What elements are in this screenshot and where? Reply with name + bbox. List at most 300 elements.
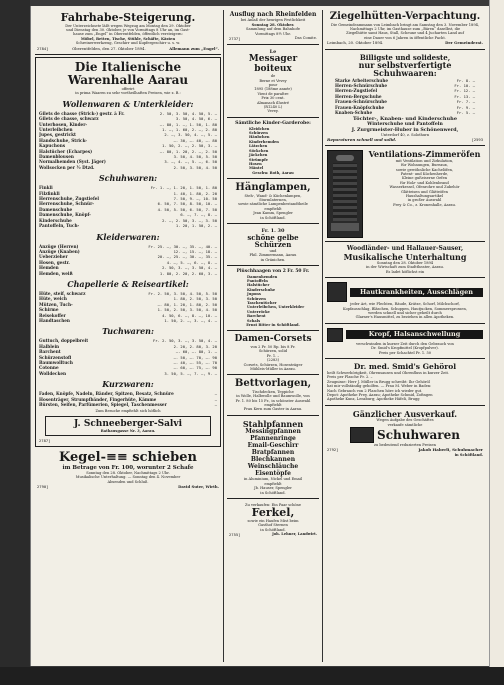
item-price: 1. 80, 2. 20, 2. 60, 3. – — [159, 270, 217, 276]
scan-bottom-edge — [0, 667, 504, 685]
ad-text: Sonntag 28. Oktober. — [251, 22, 295, 27]
ad-text: verkaufe sämtliche — [387, 422, 423, 427]
item-price: 2. –, 3. 50, 4. –, 5. – — [164, 132, 217, 138]
item-price: 4. 50, 6. –, 8. –, 10. – — [162, 312, 217, 318]
ad-text: Wasserkessel, Ofenrohre und Zubehör — [389, 185, 460, 190]
ad-text: Ziegelhütte samt Haus, Stall, Scheune und 4 Jucharten Land auf — [346, 31, 464, 36]
item-name: Unterhosen, Kinder- — [39, 121, 88, 127]
item-price: 1. 50, 2. –, 2. 50, 3. – — [162, 143, 217, 149]
ad-text: Preis per Schachtel Fr. 1. 50 — [378, 350, 432, 355]
item-name: Cotonne — [39, 365, 59, 371]
ad-text: sowie sämtliche Lampenbestandtheile — [238, 202, 308, 207]
ad-title: Ventilations-Zimmeröfen — [368, 149, 481, 160]
item-name: Ueberzieher — [39, 254, 68, 260]
ad-text: Mäntel — [249, 166, 264, 171]
schuerzen-lines — [229, 249, 317, 262]
ad-subtitle: offerirt — [121, 86, 135, 91]
ad-text: in Aluminium, Nickel und Email — [243, 477, 303, 482]
ad-code: 2790] — [37, 484, 49, 490]
ad-schuerzen — [227, 226, 319, 266]
ad-firm: Jakob Haberli, Schuhmacher — [418, 447, 483, 453]
ad-text: Hosen — [249, 161, 262, 166]
ad-text: und — [269, 248, 277, 253]
ad-ausflug — [227, 10, 319, 45]
ad-text: Schreinerwerkzeug, Geschirr und Kupfergeschirr u. s. w. — [75, 41, 181, 46]
item-price: 3. 50, 5. –, 7. –, 9. – — [164, 370, 217, 376]
ad-text: Unterröcke — [247, 309, 270, 314]
item-name: Hüte, weich — [39, 296, 67, 302]
ad-text: Kinderhemden — [249, 139, 279, 144]
item-price: Fr. 2. 50, 3. –, 3. 50, 4. – — [152, 338, 217, 344]
ad-code: 2755] — [229, 532, 241, 538]
item-price: Fr. 10. – — [454, 83, 475, 89]
ad-text: Schürzen — [247, 296, 266, 301]
ad-text: Sturmlaternen, — [259, 198, 287, 203]
ad-text: Vevey. — [267, 109, 279, 114]
ad-title: Damen-Corsets — [234, 334, 312, 345]
ad-schuhe — [325, 52, 485, 147]
item-name: Guttuch, doppelbreit — [39, 338, 89, 344]
ad-kropf — [325, 326, 485, 359]
ad-pluesch — [227, 268, 319, 332]
item-name: Pantoffeln, Tuch- — [39, 223, 80, 229]
ad-smid — [325, 361, 485, 406]
ad-price: Fr. 1. 30 — [261, 228, 285, 235]
item-name: Kinderschuhe — [39, 217, 72, 223]
section-heading: Tuchwaren: — [102, 326, 154, 337]
ad-text: in Wolle, Halbwolle und Baumwolle, von — [236, 394, 310, 399]
item-name: Starke Arbeiterschuhe — [335, 77, 389, 83]
item-name: Hosenträger, Strumpfbänder, Fingerhüte, Kämme — [39, 396, 157, 402]
ad-text: Preis per Flasche Fr. 2. – — [327, 375, 373, 380]
item-price: 2. 50, 3. 50, 4. 50, 5. – — [159, 110, 217, 116]
section-heading: Kurzwaren: — [102, 379, 154, 390]
ad-title: Ferkel, — [251, 506, 295, 520]
ad-text: Schals — [247, 318, 261, 323]
ad-text: Eisentöpfe — [255, 470, 291, 478]
ad-text: und Dienstag den 30. Oktober, je von Vormittags 8 Uhr an, im Gast- — [66, 27, 190, 32]
newspaper-page — [30, 6, 489, 666]
item-name: Mützen, Tuch- — [39, 301, 73, 307]
item-name: Halblein — [39, 343, 60, 349]
item-name: Hemden — [39, 265, 59, 271]
ad-title: Dr. med. Smid's Gehörol — [353, 362, 457, 372]
ad-text: Jean Kamm, Spengler — [253, 211, 293, 216]
item-price: Fr. 5. – — [456, 110, 475, 116]
ad-messager — [227, 47, 319, 118]
ad-title: Kropf, Halsanschwellung — [346, 330, 483, 339]
item-price: 2. 50, 3. 50, 4. 50 — [173, 164, 217, 170]
item-name: Handschuhe, Strick- — [39, 137, 88, 143]
ad-note: Zum Besuche empfiehlt sich höflich — [95, 409, 161, 414]
ad-text: Häubchen — [249, 135, 270, 140]
ad-title: Billigste und solideste, — [359, 52, 451, 62]
ad-place: Oberentfelden, den 27. Oktober 1894. — [72, 45, 146, 51]
ad-text: Prix 30 cent. — [261, 96, 285, 101]
ad-text: hause zum „Engel“ in Oberentfelden, öffentlich versteigern: — [73, 32, 183, 37]
ad-text: Winterschuhe und Pantoffeln — [367, 121, 443, 127]
ad-title: Woodländer- und Hallauer-Sauser, — [346, 245, 464, 253]
ad-text: Schürzen, solid — [258, 349, 288, 354]
ad-kegel — [35, 449, 221, 492]
stove-illustration — [327, 150, 363, 238]
item-name: Bürsten, Seifen, Parfümerien, Spiegel, Taschenmesser — [39, 402, 167, 408]
ad-code: 2784] — [37, 45, 49, 51]
ziegel-lines — [327, 23, 483, 41]
ad-text: Der Unterzeichnete läßt wegen Wegzug am Montag den 29. Oktober — [65, 23, 191, 28]
ad-text: Vormittags 8½ Uhr. — [255, 31, 291, 36]
ad-text: Söckchen — [249, 148, 269, 153]
ad-text: Messingpfannen — [245, 428, 301, 436]
ad-text: Taschentücher — [247, 301, 277, 306]
ad-haut — [325, 280, 485, 324]
ad-warenhalle — [35, 57, 221, 447]
ad-firm: J. Zurgrmeister-Huber in Schönenwerd, — [351, 126, 459, 133]
item-name: Hosen, gestr. — [39, 259, 70, 265]
ad-title: nur selbstverfertigte Schuhwaaren: — [358, 59, 452, 79]
ad-text: zu bedeutend reduzierten Preisen — [374, 442, 436, 447]
ad-title: Die Italienische Warenhalle Aarau — [67, 59, 189, 87]
item-price: Fr. 12. – — [454, 88, 475, 94]
lampen-lines — [229, 194, 317, 220]
item-price: –. 30, –. 40, –. 80 — [173, 137, 217, 143]
price-row — [39, 223, 217, 228]
ad-text: Unterleibchen, Unterkleider — [247, 305, 305, 310]
ad-text: Möbel, Betten, Tische, Stühle, Schäfte, Kästen — [80, 36, 176, 41]
item-price: Fr. 2. 50, 3. 50, 4. 50, 5. 50 — [148, 290, 217, 296]
item-name: Wollsocken per ½ Dtzd. — [39, 164, 95, 170]
ad-signer: Geschw. Roth, Aarau — [252, 170, 294, 175]
ad-kinder — [227, 120, 319, 179]
musik-lines — [327, 261, 483, 274]
ad-text: Es ladet höflichst ein — [385, 269, 425, 274]
ad-text: Nach Gebrauch von 2 Flaschen höre ich wieder gut. — [327, 388, 423, 393]
ad-text: Frau Kern zum Gaster in Aarau. — [243, 407, 303, 412]
item-name: Herren-Schnürschuhe — [335, 83, 388, 89]
ad-text: Sammlung auf dem Bahnhofe — [246, 27, 300, 32]
item-name: Kapuchons — [39, 143, 66, 149]
item-price: — — [214, 396, 217, 402]
ad-text: von 2 Fr. 50 Rp. bis 8 Fr. — [250, 344, 296, 349]
item-price: 3. 50, 4. 50, 6. – — [175, 116, 217, 122]
ad-text: empfiehlt — [264, 206, 282, 211]
column-left — [35, 10, 221, 662]
haut-lines — [327, 302, 483, 320]
item-name: Damenschuhe, Knöpf- — [39, 212, 91, 218]
item-price: 7. 50, 9. –, 10. 50 — [173, 196, 217, 202]
ad-text: empfiehlt — [264, 403, 282, 408]
item-name: Frauen-Schnürschuhe — [335, 99, 387, 105]
item-price: –. 60, –. 80, 1. – — [175, 349, 217, 355]
ad-text: Frey & Co., z. Kronenhalle, Aarau. — [393, 202, 456, 207]
korsets-lines — [229, 345, 317, 371]
ad-text: eine Dauer von 6 Jahren in öffentliche Pacht. — [364, 35, 446, 40]
item-name: Schirme — [39, 307, 59, 313]
item-price: 12. –, 15. –, 18. – — [173, 248, 217, 254]
item-name: Hüte, steif, schwarz — [39, 290, 86, 296]
ad-text: bei Anlaß der heurigen Festlichkeit — [240, 18, 306, 23]
price-row — [39, 402, 217, 407]
ad-haenglampen — [227, 181, 319, 224]
ad-text: Le — [269, 49, 277, 56]
ad-code: 2737] — [229, 35, 241, 41]
item-price: Fr. 8. – — [456, 77, 475, 83]
item-name: Herren-Bergschuhe — [335, 93, 382, 99]
ad-text: werden schnell und sicher geheilt durch — [368, 311, 442, 316]
ad-text: in großer Auswahl — [407, 198, 442, 203]
ad-address: in Schöftland. — [454, 452, 483, 457]
ad-text: Apotheke Kunz, Lenzburg; Apotheke Häfeli, Brugg — [327, 397, 420, 402]
ad-text: Jäckchen — [249, 153, 268, 158]
ad-text: Zu verkaufen: Ein Paar schöne — [245, 502, 301, 507]
scan-left-edge — [0, 0, 30, 685]
ad-signer: Der Gemeinderat. — [445, 40, 483, 46]
ad-text: Reparaturen schnell und solid. — [327, 136, 397, 142]
ad-headline: Schuhwaren — [377, 427, 460, 442]
ad-text: Almanach illustré — [256, 100, 290, 105]
ad-text: jeder Art, wie Flechten, Räude, Krätze, Schorf, Milchschorf, — [350, 302, 460, 307]
ad-text: Pfannenringe — [250, 435, 296, 443]
stahl-list — [229, 428, 317, 477]
ad-text: verschwinden in kurzer Zeit durch den Gebrauch von — [356, 341, 454, 346]
item-name: Jupes, gestrickt — [39, 132, 76, 138]
ad-text: Mühleis-Müller in Aarau. — [250, 366, 296, 371]
ad-text: in Schöftland. — [260, 215, 286, 220]
ad-text: Absenden und Schluß. — [107, 479, 149, 484]
item-name: Schürzenstoff — [39, 354, 72, 360]
stahl-lines — [229, 477, 317, 495]
item-price: –. 40, –. 55, –. 70 — [173, 360, 217, 366]
ad-code: 2787] — [39, 438, 51, 444]
item-name: Normalhemden (Syst. Jäger) — [39, 159, 106, 165]
ad-korsets — [227, 333, 319, 375]
ad-text: in Schöftland. — [260, 527, 286, 532]
ad-text: Patent- und Küchenherde, — [400, 171, 449, 176]
ad-text: Kinderschuhe — [247, 287, 276, 292]
ad-text: de — [270, 74, 276, 79]
ad-text: Musikalische Unterhaltung. — Sonntag den 4. November — [75, 475, 181, 480]
ad-text: Barchent — [247, 314, 266, 319]
ad-text: sowie gewöhnliche Kachelöfen, — [395, 167, 454, 172]
ad-text: Fr. 1. – — [266, 353, 280, 358]
ad-text: heilt Schwerhörigkeit, Ohrensausen und Ohrenfluss in kurzer Zeit. — [327, 370, 450, 375]
ad-address: Rathausgasse Nr. 3, Aarau. — [100, 428, 156, 433]
ad-code: [2593 — [471, 136, 483, 142]
item-name: Anzüge (Knaben) — [39, 248, 80, 254]
ad-text: Schürzen — [249, 131, 268, 136]
ad-text: (2283) — [267, 358, 279, 363]
item-price: 1. 50, 2. 50, 3. 50, 4. 50 — [157, 307, 217, 313]
ad-text: Sonntag den 28. Oktober 1894 — [376, 261, 434, 265]
ad-title: schöne gelbe Schürzen — [247, 233, 299, 250]
ad-text: empfiehlt — [264, 481, 282, 486]
item-price: Fr. 13. – — [454, 93, 475, 99]
item-name: Halstücher (Echarpes) — [39, 148, 93, 154]
item-price: 1. 50, 2. –, 3. –, 4. – — [164, 317, 217, 323]
scan-right-edge — [489, 0, 504, 685]
ad-title: Bettvorlagen, — [234, 378, 312, 390]
ad-ausverkauf — [325, 408, 485, 460]
column-middle — [227, 10, 319, 662]
ad-text: Zeugnisse: Herr J. Müller in Brugg schreibt: Ihr Gehöröl — [327, 379, 430, 384]
item-name: Handtaschen — [39, 317, 70, 323]
ad-text: pour — [268, 83, 278, 88]
ad-signer: Ernst Ritter in Schöftland. — [246, 323, 300, 328]
ferkel-lines — [229, 519, 317, 532]
bett-lines — [229, 390, 317, 412]
ad-text: in Schöftland. — [260, 490, 286, 495]
item-name: Gilets de chasse, schwarz — [39, 116, 99, 122]
item-name: Unterleibchen — [39, 127, 73, 133]
section-heading: Wollenwaren & Unterkleider: — [62, 98, 194, 109]
ad-text: Jupons — [247, 292, 261, 297]
ad-title: Stahlpfannen — [242, 418, 304, 429]
item-name: Filzfinkli — [39, 190, 60, 196]
item-price: — — [214, 391, 217, 397]
item-price: 1. –, 1. 60, 2. –, 2. 80 — [162, 127, 217, 133]
item-price: 2. –, 2. 50, 3. –, 3. 50 — [162, 217, 217, 223]
ad-title: Hautkrankheiten, Ausschlägen — [350, 288, 483, 297]
item-price: –. 80, 1. –, 1. 50, 1. 80 — [159, 121, 217, 127]
pluesch-list — [229, 275, 317, 323]
column-rule — [223, 10, 224, 662]
ad-title: Ziegelhütten-Verpachtung. — [329, 11, 481, 22]
ad-text: Blechkannen — [250, 456, 296, 464]
illustration — [327, 282, 347, 302]
item-price: 4. –, 5. –, 6. –, 8. – — [166, 259, 217, 265]
ad-text: Glarner's Hausmittel, zu beziehen in allen Apotheken. — [355, 315, 455, 320]
item-price: –. 60, –. 75, –. 90 — [173, 365, 217, 371]
item-price: 2. 50, 3. –, 3. 50, 4. – — [162, 265, 217, 271]
ad-text: Pantoffeln — [247, 279, 268, 284]
item-name: Finkli — [39, 185, 53, 191]
ad-text: mit Ventilation und Zirkulation, — [395, 158, 454, 163]
ad-text: Gasthof Sternen — [258, 523, 288, 528]
item-price: Fr. 9. – — [456, 104, 475, 110]
ad-text: Weinschläuche — [247, 463, 299, 471]
ad-text: Tischdecken, Teppiche — [252, 389, 294, 394]
ad-text: Vient de paraître — [257, 91, 289, 96]
ad-text: Kleine gußeiserne Oefen — [401, 176, 448, 181]
ad-title: Gänzlicher Ausverkauf. — [352, 408, 458, 419]
item-price: 3. 50, 4. 50, 5. 50 — [173, 154, 217, 160]
ad-stahl — [227, 418, 319, 499]
ad-text: Dr. Smid's Kropfmittel (Kropfpulver). — [371, 346, 439, 351]
ad-text: Kopfausschlag, Bläschen, Schuppen, Hautjucken, Sommersprossen, — [343, 306, 467, 311]
price-row — [39, 371, 217, 376]
item-name: Hemden, weiß — [39, 270, 73, 276]
ad-firm: J. Schneeberger-Salvi — [74, 418, 182, 429]
ad-text: Die Gemeindeammann von Leimbach bringt am Samstag den 3. November 1894, — [330, 22, 480, 27]
ventilation-lines — [366, 159, 483, 207]
section-heading: Chapellerie & Reiseartikel: — [67, 278, 189, 289]
ad-text: in Gränichen. — [260, 257, 286, 262]
ad-subtitle: im Betrage von Fr. 100, worunter 2 Schafe — [62, 464, 194, 471]
illustration — [327, 328, 343, 342]
ad-text: Berne et Vevey — [259, 78, 287, 83]
ad-bett — [227, 377, 319, 416]
ad-code: 2792] — [327, 447, 339, 453]
ad-text: Haushaltungsartikel — [405, 193, 444, 198]
ad-title: Ausflug nach Rheinfelden — [229, 11, 317, 18]
ad-title: Messager boiteux — [248, 54, 298, 74]
ad-text: Jb. Hauser, Spengler — [254, 486, 292, 491]
ad-text: Fr. 1. 80 bis 15 Fr., in schönster Auswahl — [235, 398, 311, 403]
item-name: Faden, Knöpfe, Nadeln, Bänder, Spitzen, Besatz, Schnüre — [39, 391, 174, 397]
item-price: 1. 20, 1. 50, 2. – — [175, 223, 217, 229]
ad-text: Nachmittags 2 Uhr, im Gasthause zum „Bären“ daselbst, die — [349, 26, 461, 31]
ad-text: Corsets, Schürzen, Hosenträger — [243, 362, 303, 367]
ad-title: Hänglampen, — [235, 182, 311, 194]
ad-text: Damenhemden — [247, 274, 278, 279]
ad-text: Depot: Apotheke Frey, Aarau; Apotheke Schmid, Zofingen — [327, 392, 433, 397]
ad-text: Bratpfannen — [251, 449, 295, 457]
ad-place: Leimbach, 20. Oktober 1894. — [327, 40, 384, 46]
item-name: Anzüge (Herren) — [39, 243, 79, 249]
item-price: –. 80, 1. 20, 1. 80, 2. 50 — [157, 301, 217, 307]
item-price: Fr. 25. –, 30. –, 35. –, 40. – — [148, 243, 217, 249]
item-price: Fr. 1. –, 1. 20, 1. 50, 1. 80 — [150, 185, 217, 191]
ad-title: Fahrhabe-Steigerung. — [60, 11, 196, 24]
ad-text: Töchter-, Knaben- und Kinderschuhe — [352, 115, 458, 122]
item-name: Herren-Zugstiefel — [335, 88, 378, 94]
ad-text: für Wohnungen, Bureaux, — [401, 163, 448, 168]
ad-title: Sämtliche Kinder-Garderobe: — [235, 120, 311, 126]
column-rule — [322, 10, 323, 662]
item-name: Damenblousen — [39, 154, 74, 160]
shoe-illustration — [350, 427, 374, 443]
ad-text: Strümpfe — [249, 157, 268, 162]
ad-text: Steh-, Wand- & Küchenlampen, — [244, 193, 302, 198]
ad-fahrhabe — [35, 10, 221, 55]
item-price: Fr. 7. – — [456, 99, 475, 105]
item-price: 20. –, 25. –, 30. –, 35. – — [157, 254, 217, 260]
ad-text: Halstücher — [247, 283, 270, 288]
item-name: Frauen-Knöpfschuhe — [335, 104, 385, 110]
warenhalle-sections — [39, 99, 217, 408]
ad-title: Plüschhaagen von 2 Fr. 50 Fr. — [236, 268, 310, 274]
item-price: — — [214, 402, 217, 408]
section-heading: Kleiderwaren: — [96, 231, 160, 242]
messager-lines — [229, 74, 317, 114]
item-name: Herrenschuhe, Schnür- — [39, 201, 95, 207]
ad-signer: Allemann zum „Engel“. — [169, 45, 219, 51]
ad-signer: Das Comite. — [294, 35, 317, 40]
item-name: Reisekoffer — [39, 312, 66, 318]
ad-ziegel — [325, 10, 485, 50]
ad-text: 1895 (188me année) — [254, 87, 292, 92]
ad-text: Phil. Zimmermann, Aarau — [249, 253, 297, 258]
item-price: –. 50, –. 70, –. 90 — [173, 354, 217, 360]
item-price: 6. 50, 7. 50, 8. 50, 10. – — [157, 201, 217, 207]
ad-text: Email-Geschirr — [247, 442, 299, 450]
item-price: 3. –, 4. –, 5. –, 6. 50 — [164, 159, 217, 165]
price-row — [39, 165, 217, 170]
item-price: 1. 40, 1. 80, 2. 20 — [173, 190, 217, 196]
ad-address: Unterdorf 40, z. Solothurn — [380, 132, 430, 137]
ad-title: Musikalische Unterhaltung — [343, 251, 467, 262]
kinder-list — [229, 127, 317, 171]
ad-text: für Holz- und Kohlenbrand — [400, 180, 449, 185]
item-name: Barchent — [39, 349, 61, 355]
item-name: Knaben-Schuhe — [335, 110, 373, 116]
kropf-lines — [327, 342, 483, 355]
ad-text: Kleidchen — [249, 126, 270, 131]
item-name: Herrenschuhe, Zugstiefel — [39, 196, 99, 202]
ad-ferkel — [227, 501, 319, 541]
ad-text: in der Wirtschaft zum Stadttheater, Aarau. — [366, 265, 444, 270]
schuhe-pricelist — [327, 78, 483, 116]
